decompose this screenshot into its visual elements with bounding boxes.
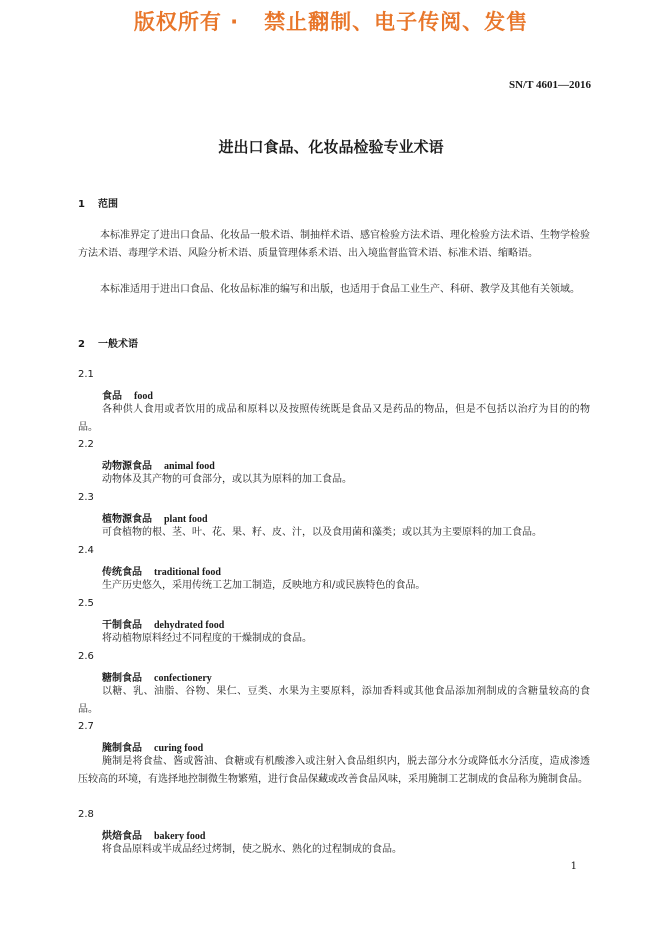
term-en: confectionery <box>154 673 212 684</box>
term-number: 2.3 <box>78 492 94 503</box>
term-number: 2.1 <box>78 369 94 380</box>
term-zh: 干制食品 <box>102 620 142 631</box>
term-number: 2.4 <box>78 545 94 556</box>
term-heading <box>102 739 203 754</box>
term-heading <box>102 616 224 631</box>
term-definition: 腌制是将食盐、酱或酱油、食糖或有机酸渗入或注射入食品组织内，脱去部分水分或降低水分活度，造成渗透压较高的环境，有选择地控制微生物繁殖，进行食品保藏或改善食品风味，采用腌制工艺制成的食品称为腌制食品。 <box>78 756 590 785</box>
scope-paragraph: 本标准界定了进出口食品、化妆品一般术语、制抽样术语、感官检验方法术语、理化检验方法术语、生物学检验方法术语、毒理学术语、风险分析术语、质量管理体系术语、出入境监督监管术语、标准术语、缩略语。 <box>78 230 590 259</box>
term-zh: 传统食品 <box>102 567 142 578</box>
term-number: 2.8 <box>78 809 94 820</box>
term-definition: 将动植物原料经过不同程度的干燥制成的食品。 <box>102 633 312 644</box>
section-heading-general-terms <box>78 335 138 350</box>
term-zh: 糖制食品 <box>102 673 142 684</box>
term-en: plant food <box>164 514 208 525</box>
term-en: bakery food <box>154 831 206 842</box>
term-number: 2.2 <box>78 439 94 450</box>
term-number: 2.5 <box>78 598 94 609</box>
standard-number: SN/T 4601—2016 <box>508 79 591 91</box>
term-en: dehydrated food <box>154 620 225 631</box>
section-title: 范围 <box>98 199 118 210</box>
term-heading <box>102 457 215 472</box>
term-number: 2.6 <box>78 651 94 662</box>
term-en: food <box>134 391 153 402</box>
term-definition: 可食植物的根、茎、叶、花、果、籽、皮、汁，以及食用菌和藻类；或以其为主要原料的加工食品。 <box>102 527 542 538</box>
term-zh: 烘焙食品 <box>102 831 142 842</box>
section-heading-scope <box>78 195 118 210</box>
term-definition: 生产历史悠久，采用传统工艺加工制造，反映地方和/或民族特色的食品。 <box>102 580 426 591</box>
term-definition: 将食品原料或半成品经过烤制，使之脱水、熟化的过程制成的食品。 <box>102 844 402 855</box>
term-en: traditional food <box>154 567 221 578</box>
term-heading <box>102 387 153 402</box>
term-definition: 以糖、乳、油脂、谷物、果仁、豆类、水果为主要原料，添加香料或其他食品添加剂制成的含糖量较高的食品。 <box>78 686 590 715</box>
term-en: animal food <box>164 461 215 472</box>
document-title: 进出口食品、化妆品检验专业术语 <box>218 138 444 156</box>
section-title: 一般术语 <box>98 339 138 350</box>
scope-paragraph: 本标准适用于进出口食品、化妆品标准的编写和出版，也适用于食品工业生产、科研、教学及其他有关领域。 <box>100 284 580 295</box>
page-number: 1 <box>570 861 577 872</box>
term-zh: 腌制食品 <box>102 743 142 754</box>
term-heading <box>102 669 212 684</box>
term-en: curing food <box>154 743 204 754</box>
term-heading <box>102 563 221 578</box>
term-zh: 食品 <box>102 391 122 402</box>
term-heading <box>102 827 205 842</box>
term-definition: 动物体及其产物的可食部分，或以其为原料的加工食品。 <box>102 474 352 485</box>
term-number: 2.7 <box>78 721 94 732</box>
section-number: 2 <box>78 339 85 350</box>
term-zh: 动物源食品 <box>102 461 152 472</box>
term-heading <box>102 510 208 525</box>
copyright-watermark: 版权所有 · 禁止翻制、电子传阅、发售 <box>133 10 529 34</box>
term-definition: 各种供人食用或者饮用的成品和原料以及按照传统既是食品又是药品的物品，但是不包括以治疗为目的的物品。 <box>78 404 590 433</box>
section-number: 1 <box>78 199 85 210</box>
term-zh: 植物源食品 <box>102 514 152 525</box>
